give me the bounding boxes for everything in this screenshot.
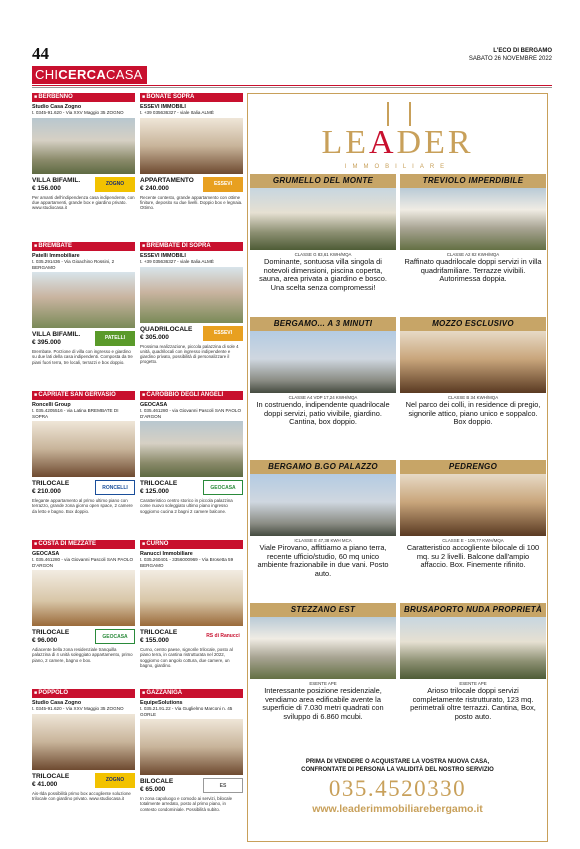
agency-logo: RS di Ranucci	[203, 629, 243, 644]
listing-text: Dominante, sontuosa villa singola di notevoli dimensioni, piscina coperta, sauna, area privata a giardino e bosco. Una scelta senza compromessi!	[259, 257, 387, 292]
page-number: 44	[32, 44, 49, 63]
energy-class: CLASSE B 34 KWH/MQA	[447, 395, 499, 400]
newspaper-name: L'ECO DI BERGAMO	[493, 48, 552, 54]
listing-description: Adiacente bella zona residenziale tranquilla palazzina di 4 unità soleggiato appartamento, primo piano, 2 camere, bagno e box.	[32, 647, 133, 663]
listing-ad	[32, 391, 135, 535]
leader-phone[interactable]: 035.4520330	[328, 776, 467, 801]
property-photo	[140, 421, 243, 477]
property-photo	[140, 267, 243, 323]
agency-contact: t. 035.291436 - Via Gioachino Rossini, 2 BERGAMO	[32, 259, 115, 270]
agency-name: Studio Casa Zogno	[32, 700, 82, 706]
section-brand	[32, 66, 147, 84]
agency-logo: ESSEVI	[203, 177, 243, 192]
listing-summary	[32, 773, 135, 789]
listing-title: MOZZO ESCLUSIVO	[400, 317, 546, 331]
energy-class: CLASSE E - 109,77 KWH/MQA	[442, 538, 504, 543]
agency-contact: t. 0345-91.620 - Via XXV Maggio 35 ZOGNO	[32, 110, 124, 115]
agency-contact: t. 035.4205516 - via Latina BREMBATE DI SOPRA	[32, 408, 119, 419]
property-photo	[32, 421, 135, 477]
leader-advertisement	[247, 93, 548, 842]
leader-listing	[250, 603, 396, 721]
property-photo	[140, 118, 243, 174]
zone-tag: ■ BERBENNO	[32, 93, 135, 102]
leader-website-link[interactable]: www.leaderimmobiliarebergamo.it	[312, 803, 483, 815]
listing-description: Caratteristico centro storico in piccola palazzina come nuovo soleggiato ultimo piano ingresso soggiorno cucina 2 bagni 2 camere balcone.	[140, 498, 233, 514]
agency-logo: ESSEVI	[203, 326, 243, 341]
header-divider-thin	[32, 87, 552, 88]
listing-text: Caratteristico accogliente bilocale di 100 mq. su 2 livelli. Balcone dall'ampio affaccio. Box. Finemente rifinito.	[406, 543, 540, 570]
zone-tag: ■ CAROBBIO DEGLI ANGELI	[140, 391, 243, 400]
agency-name: Studio Casa Zogno	[32, 104, 82, 110]
agency-logo: GEOCASA	[203, 480, 243, 495]
agency-logo: RONCELLI	[95, 480, 135, 495]
brand-part-2: CERCA	[58, 67, 107, 82]
listing-title: PEDRENGO	[400, 460, 546, 474]
property-type: TRILOCALE	[140, 480, 178, 487]
agency-name: GEOCASA	[32, 551, 60, 557]
listing-description: Per amanti dell'indipendenza casa indipendente, con due appartamenti, grande box e giardino privato. www.studiocasa.it	[32, 194, 135, 211]
zone-tag: ■ BREMBATE DI SOPRA	[140, 242, 243, 251]
agency-name: ESSEVI IMMOBILI	[140, 104, 186, 110]
agency-contact: t. +39 035636327 - viale Italia ALMÈ	[140, 259, 214, 264]
listing-photo	[250, 617, 396, 679]
listing-title: GRUMELLO DEL MONTE	[250, 174, 396, 188]
listing-description: In zona capoluogo e comodo ai servizi, bilocale totalmente arredato, posto al primo piano, in contesto condominiale. Possibilità subito.	[140, 796, 233, 812]
listing-ad	[140, 93, 243, 237]
leader-listing	[400, 317, 546, 427]
property-type: TRILOCALE	[140, 629, 178, 636]
property-photo	[140, 570, 243, 626]
energy-class: ESENTE APE	[309, 681, 337, 686]
page-header	[0, 0, 580, 88]
agency-name: ESSEVI IMMOBILI	[140, 253, 186, 259]
listing-ad	[32, 540, 135, 684]
energy-class: ICLASSE E 47,38 KWH MCA	[294, 538, 352, 543]
listing-description: Recente contesto, grande appartamento con ottime finiture, deposito su due livelli. Doppio box e legnaia. Ottimo.	[140, 194, 243, 211]
listing-summary	[140, 480, 243, 496]
listing-text: Viale Pirovano, affittiamo a piano terra, recente ufficio/studio, 60 mq unico ambiente frazionabile in due vani. Posto auto.	[257, 543, 389, 578]
leader-listing	[400, 603, 546, 721]
property-type: VILLA BIFAMIL.	[32, 331, 81, 338]
property-photo	[140, 719, 243, 775]
listing-title: STEZZANO EST	[250, 603, 396, 617]
property-type: TRILOCALE	[32, 480, 70, 487]
agency-logo: ZOGNO	[95, 773, 135, 788]
property-photo	[32, 714, 135, 770]
footer-line-1: PRIMA DI VENDERE O ACQUISTARE LA VOSTRA NUOVA CASA,	[305, 759, 490, 765]
listing-title: BERGAMO B.GO PALAZZO	[250, 460, 396, 474]
leader-name-2: A	[368, 124, 397, 161]
property-type: VILLA BIFAMIL.	[32, 176, 81, 184]
listing-photo	[400, 331, 546, 393]
property-type: TRILOCALE	[32, 772, 70, 780]
listing-ad	[32, 242, 135, 386]
agency-contact: t. 0345-91.620 - Via XXV Maggio 35 ZOGNO	[32, 706, 124, 711]
listing-title: BRUSAPORTO NUDA PROPRIETÀ	[400, 603, 546, 617]
listing-description: Ais-Ilda possibilità primo box accogliente soluzione trilocale con giardino privato. www.studiocasa.it	[32, 790, 131, 801]
listing-photo	[400, 474, 546, 536]
listing-photo	[250, 331, 396, 393]
listing-summary	[140, 629, 243, 645]
property-price: € 65.000	[140, 786, 166, 793]
property-type: BILOCALE	[140, 778, 174, 785]
property-price: € 395.000	[32, 339, 61, 346]
leader-listing	[400, 174, 546, 284]
property-type: TRILOCALE	[32, 629, 70, 636]
agency-logo: PATELLI	[95, 331, 135, 346]
agency-name: GEOCASA	[140, 402, 168, 408]
listing-text: Raffinato quadrilocale doppi servizi in villa quadrifamiliare. Terrazze vivibili. Autorimessa doppia.	[404, 257, 542, 284]
listing-text: Nel parco dei colli, in residence di pregio, signorile attico, piano unico e soppalco. Box doppio.	[405, 400, 541, 427]
agency-contact: t. 035.21.91.22 - Via Guglielmo Marconi n. 45 GORLE	[140, 706, 233, 717]
zone-tag: ■ BREMBATE	[32, 242, 135, 251]
listing-title: BERGAMO... A 3 MINUTI	[250, 317, 396, 331]
property-price: € 96.000	[32, 637, 58, 644]
listing-photo	[250, 474, 396, 536]
listing-photo	[400, 617, 546, 679]
agency-name: Ranucci Immobiliare	[140, 551, 193, 557]
listing-text: Arioso trilocale doppi servizi completamente ristrutturato, 123 mq. perimetrali oltre terrazzi. Cantina, Box, posto auto.	[410, 686, 536, 721]
listing-summary	[32, 177, 135, 193]
agency-contact: t. 035.461280 - via Giovanni Pascoli SAN PAOLO D'ARGON	[140, 408, 242, 419]
listing-description: Prossima realizzazione, piccola palazzina di sole 4 unità, quadrilocali con ingresso indipendente e giardino privato, possibilità di personalizzare il progetto.	[140, 343, 239, 365]
footer-line-2: CONFRONTATE DI PERSONA LA VALIDITÀ DEL NOSTRO SERVIZIO	[301, 767, 494, 773]
property-price: € 41.000	[32, 780, 58, 788]
listing-title: TREVIOLO IMPERDIBILE	[400, 174, 546, 188]
zone-tag: ■ COSTA DI MEZZATE	[32, 540, 135, 549]
brand-part-3: CASA	[106, 67, 143, 82]
listing-ad	[140, 689, 243, 833]
listing-ad	[32, 93, 135, 237]
leader-listing	[250, 317, 396, 427]
header-divider	[32, 85, 552, 86]
listing-summary	[32, 629, 135, 645]
listing-ad	[140, 540, 243, 684]
listing-text: Interessante posizione residenziale, vendiamo area edificabile avente la superficie di 7.030 metri quadrati con sviluppo di 6.860 mcubi.	[262, 686, 384, 721]
agency-logo: GEOCASA	[95, 629, 135, 644]
property-price: € 156.000	[32, 184, 61, 192]
listing-summary	[140, 326, 243, 342]
listing-description: Elegante appartamento al primo ultimo piano con terrazzo, grande zona giorno open space, 2 camere da letto e bagno. Box doppio.	[32, 498, 133, 514]
property-price: € 210.000	[32, 488, 61, 495]
issue-date: SABATO 26 NOVEMBRE 2022	[468, 56, 552, 62]
property-type: APPARTAMENTO	[140, 176, 194, 184]
leader-name-3: DER	[396, 124, 474, 161]
leader-subtitle: IMMOBILIARE	[344, 164, 451, 170]
listing-summary	[140, 778, 243, 794]
property-price: € 305.000	[140, 333, 169, 341]
listing-ad	[140, 242, 243, 386]
zone-tag: ■ CAPRIATE SAN GERVASIO	[32, 391, 135, 400]
newspaper-masthead	[469, 47, 552, 63]
listing-summary	[32, 480, 135, 496]
agency-contact: t. 035.461280 - via Giovanni Pascoli SAN PAOLO D'ARGON	[32, 557, 134, 568]
listing-text: In costruendo, indipendente quadrilocale doppi servizi, patio vivibile, giardino. Cantina, box doppio.	[256, 400, 390, 427]
agency-logo: ES	[203, 778, 243, 793]
agency-name: EquipeSolutions	[140, 700, 183, 706]
agency-logo: ZOGNO	[95, 177, 135, 192]
energy-class: CLASSE G 83,61 KWH/MQA	[294, 252, 352, 257]
energy-class: CLASSE A4 VDP 17,24 KWH/MQA	[288, 395, 358, 400]
zone-tag: ■ CURNO	[140, 540, 243, 549]
leader-logo	[248, 124, 547, 162]
listing-photo	[250, 188, 396, 250]
listing-ad	[140, 391, 243, 535]
listing-description: Brembate. Porzione di villa con ingresso e giardino su due lati della casa indipendenti. Composta da tre piani fuori terra, tre locali, terrazzi e box doppio.	[32, 349, 133, 365]
leader-footer	[248, 758, 547, 815]
agency-name: Patelli Immobiliare	[32, 253, 80, 259]
property-price: € 155.000	[140, 637, 169, 644]
leader-building-logo-icon	[387, 102, 411, 126]
zone-tag: ■ BONATE SOPRA	[140, 93, 243, 102]
leader-name-1: LE	[321, 124, 369, 161]
energy-class: ESENTE APE	[459, 681, 487, 686]
property-photo	[32, 272, 135, 328]
listing-photo	[400, 188, 546, 250]
zone-tag: ■ GAZZANIGA	[140, 689, 243, 698]
agency-contact: t. 035.260401 - 3356000969 - Via Brosetta 59 BERGAMO	[140, 557, 234, 568]
property-type: QUADRILOCALE	[140, 325, 193, 333]
energy-class: CLASSE A2 82 KWH/MQA	[446, 252, 500, 257]
property-photo	[32, 570, 135, 626]
agency-contact: t. +39 035636327 - viale Italia ALMÈ	[140, 110, 214, 115]
property-photo	[32, 118, 135, 174]
leader-listing	[250, 174, 396, 292]
property-price: € 125.000	[140, 488, 169, 495]
listing-ad	[32, 689, 135, 833]
listing-summary	[32, 331, 135, 347]
agency-name: Roncelli Group	[32, 402, 71, 408]
leader-listing	[250, 460, 396, 578]
listing-summary	[140, 177, 243, 193]
listing-description: Curno, centro paese, signorile trilocale, posto al piano terra, in cantina ristrutturata nel 2022, soggiorno con angolo cottura, due camere, un bagno, giardino.	[140, 647, 233, 668]
zone-tag: ■ POPPOLO	[32, 689, 135, 698]
leader-listing	[400, 460, 546, 570]
property-price: € 240.000	[140, 184, 169, 192]
brand-part-1: CHI	[35, 67, 59, 82]
